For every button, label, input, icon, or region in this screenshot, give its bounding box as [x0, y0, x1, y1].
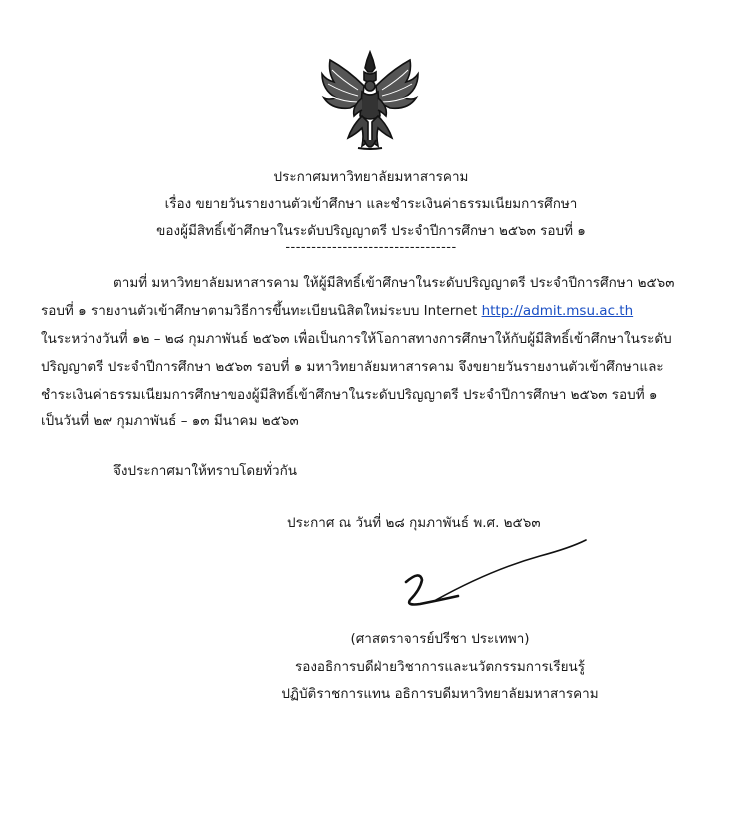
body-line-1: ตามที่ มหาวิทยาลัยมหาสารคาม ให้ผู้มีสิทธิ์เข้าศึกษาในระดับปริญญาตรี ประจำปีการศึกษา ๒๕๖๓ [113, 275, 675, 291]
closing-statement: จึงประกาศมาให้ทราบโดยทั่วกัน [113, 463, 297, 479]
body-line-2-text: รอบที่ ๑ รายงานตัวเข้าศึกษาตามวิธีการขึ้นทะเบียนนิสิตใหม่ระบบ Internet [41, 303, 482, 319]
handwritten-signature-icon [380, 530, 620, 620]
subject-line-2: ของผู้มีสิทธิ์เข้าศึกษาในระดับปริญญาตรี ประจำปีการศึกษา ๒๕๖๓ รอบที่ ๑ [156, 223, 586, 239]
divider: --------------------------------- [285, 240, 457, 255]
subject-line-1: เรื่อง ขยายวันรายงานตัวเข้าศึกษา และชำระเงินค่าธรรมเนียมการศึกษา [164, 196, 578, 212]
signatory-name: (ศาสตราจารย์ปรีชา ประเทพา) [350, 631, 530, 647]
garuda-emblem-icon [318, 50, 422, 154]
body-line-2 [41, 299, 701, 321]
announcement-date: ประกาศ ณ วันที่ ๒๘ กุมภาพันธ์ พ.ศ. ๒๕๖๓ [287, 515, 541, 531]
body-line-4: ปริญญาตรี ประจำปีการศึกษา ๒๕๖๓ รอบที่ ๑ มหาวิทยาลัยมหาสารคาม จึงขยายวันรายงานตัวเข้าศึกษาและ [41, 359, 664, 375]
signatory-position-1: รองอธิการบดีฝ่ายวิชาการและนวัตกรรมการเรียนรู้ [294, 659, 585, 675]
body-line-6: เป็นวันที่ ๒๙ กุมภาพันธ์ – ๑๓ มีนาคม ๒๕๖๓ [41, 413, 299, 429]
document-title: ประกาศมหาวิทยาลัยมหาสารคาม [273, 169, 469, 185]
body-line-5: ชำระเงินค่าธรรมเนียมการศึกษาของผู้มีสิทธิ์เข้าศึกษาในระดับปริญญาตรี ประจำปีการศึกษา ๒๕๖๓ รอบที่ ๑ [41, 387, 658, 403]
signatory-position-2: ปฏิบัติราชการแทน อธิการบดีมหาวิทยาลัยมหาสารคาม [281, 686, 599, 702]
body-line-3: ในระหว่างวันที่ ๑๒ – ๒๘ กุมภาพันธ์ ๒๕๖๓ เพื่อเป็นการให้โอกาสทางการศึกษาให้กับผู้มีสิทธิ์เข้าศึกษาในระดับ [41, 331, 672, 347]
admission-link[interactable]: http://admit.msu.ac.th [481, 303, 634, 319]
